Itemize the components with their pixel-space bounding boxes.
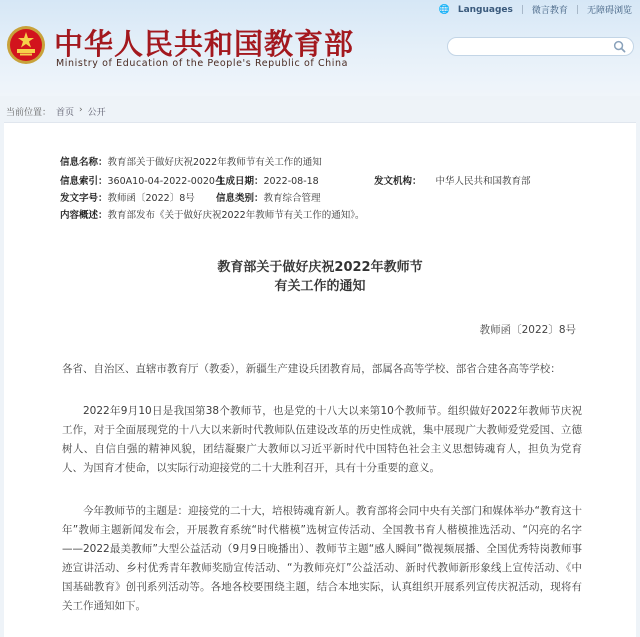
- info-summary-label: 内容概述：: [60, 210, 108, 221]
- info-category-value: 教育综合管理: [263, 193, 321, 204]
- info-org-value: 中华人民共和国教育部: [435, 176, 531, 187]
- info-docno-label: 发文字号：: [60, 193, 108, 204]
- info-date-value: 2022-08-18: [263, 176, 319, 187]
- breadcrumb-label: 当前位置：: [6, 108, 52, 118]
- accessibility-link[interactable]: 无障碍浏览: [586, 6, 632, 16]
- top-links: [439, 3, 632, 16]
- info-index-label: 信息索引：: [60, 176, 108, 187]
- info-date-label: 生成日期：: [216, 176, 264, 187]
- info-org-label: 发文机构：: [374, 176, 422, 187]
- info-docno-row: [60, 190, 195, 204]
- document-number: 教师函〔2022〕8号: [479, 324, 576, 336]
- search-input[interactable]: [458, 42, 612, 59]
- site-title-cn[interactable]: 中华人民共和国教育部: [54, 27, 355, 61]
- document-addressees: 各省、自治区、直辖市教育厅（教委），新疆生产建设兵团教育局，部属各高等学校、部省合建各高等学校：: [62, 363, 561, 375]
- info-name-label: 信息名称：: [60, 157, 108, 168]
- globe-icon: 🌐: [438, 4, 450, 15]
- document-title-line1: 教育部关于做好庆祝2022年教师节: [217, 260, 423, 275]
- weibo-link[interactable]: 微言教育: [531, 6, 568, 16]
- divider: |: [575, 4, 579, 15]
- breadcrumb-current[interactable]: 公开: [87, 108, 106, 118]
- breadcrumb: [6, 105, 106, 118]
- document-paragraph-1: 2022年9月10日是我国第38个教师节，也是党的十八大以来第10个教师节。组织做好2022年教师节庆祝工作，对于全面展现党的十八大以来新时代教师队伍建设改革的历史性成就，集中展现广大教师爱党爱国、立德树人、自信自强的精神风貌，团结凝聚广大教师以习近平新时代中国特色社会主义思想铸魂育人，担负为党育人、为国育才使命，以实际行动迎接党的二十大胜利召开，具有十分重要的意义。: [62, 405, 582, 474]
- info-docno-value: 教师函〔2022〕8号: [107, 193, 195, 204]
- info-summary-value: 教育部发布《关于做好庆祝2022年教师节有关工作的通知》。: [107, 210, 365, 221]
- info-date-row: [216, 173, 319, 187]
- breadcrumb-home[interactable]: 首页: [56, 108, 75, 118]
- search-icon[interactable]: [613, 40, 626, 53]
- info-category-label: 信息类别：: [216, 193, 264, 204]
- info-category-row: [216, 190, 321, 204]
- info-name-row: [60, 154, 322, 168]
- info-org-row: [374, 173, 531, 187]
- search-box[interactable]: [447, 37, 634, 56]
- breadcrumb-separator: ›: [79, 105, 83, 115]
- languages-link[interactable]: Languages: [457, 4, 513, 15]
- info-index-value: 360A10-04-2022-0020-1: [107, 176, 225, 187]
- document-paragraph-2: 今年教师节的主题是：迎接党的二十大，培根铸魂育新人。教育部将会同中央有关部门和媒体举办“教育这十年”教师主题新闻发布会，开展教育系统“时代楷模”选树宣传活动、全国教书育人楷模推选活动、“闪亮的名字——2022最美教师”大型公益活动（9月9日晚播出）、教师节主题“感人瞬间”微视频展播、全国优秀特岗教师事迹宣讲活动、乡村优秀青年教师奖励宣传活动、“为教师亮灯”公益活动、新时代教师新形象线上宣传活动、《中国基础教育》创刊系列活动等。各地各校要围绕主题，结合本地实际，认真组织开展系列宣传庆祝活动，现将有关工作通知如下。: [62, 505, 582, 612]
- info-index-row: [60, 173, 224, 187]
- info-name-value: 教育部关于做好庆祝2022年教师节有关工作的通知: [107, 157, 322, 168]
- document-title-line2: 有关工作的通知: [274, 279, 366, 294]
- national-emblem-icon: [6, 25, 46, 65]
- info-summary-row: [60, 207, 364, 221]
- site-title-en: Ministry of Education of the People's Republic of China: [56, 58, 349, 69]
- divider: |: [520, 4, 524, 15]
- site-header: [0, 0, 640, 96]
